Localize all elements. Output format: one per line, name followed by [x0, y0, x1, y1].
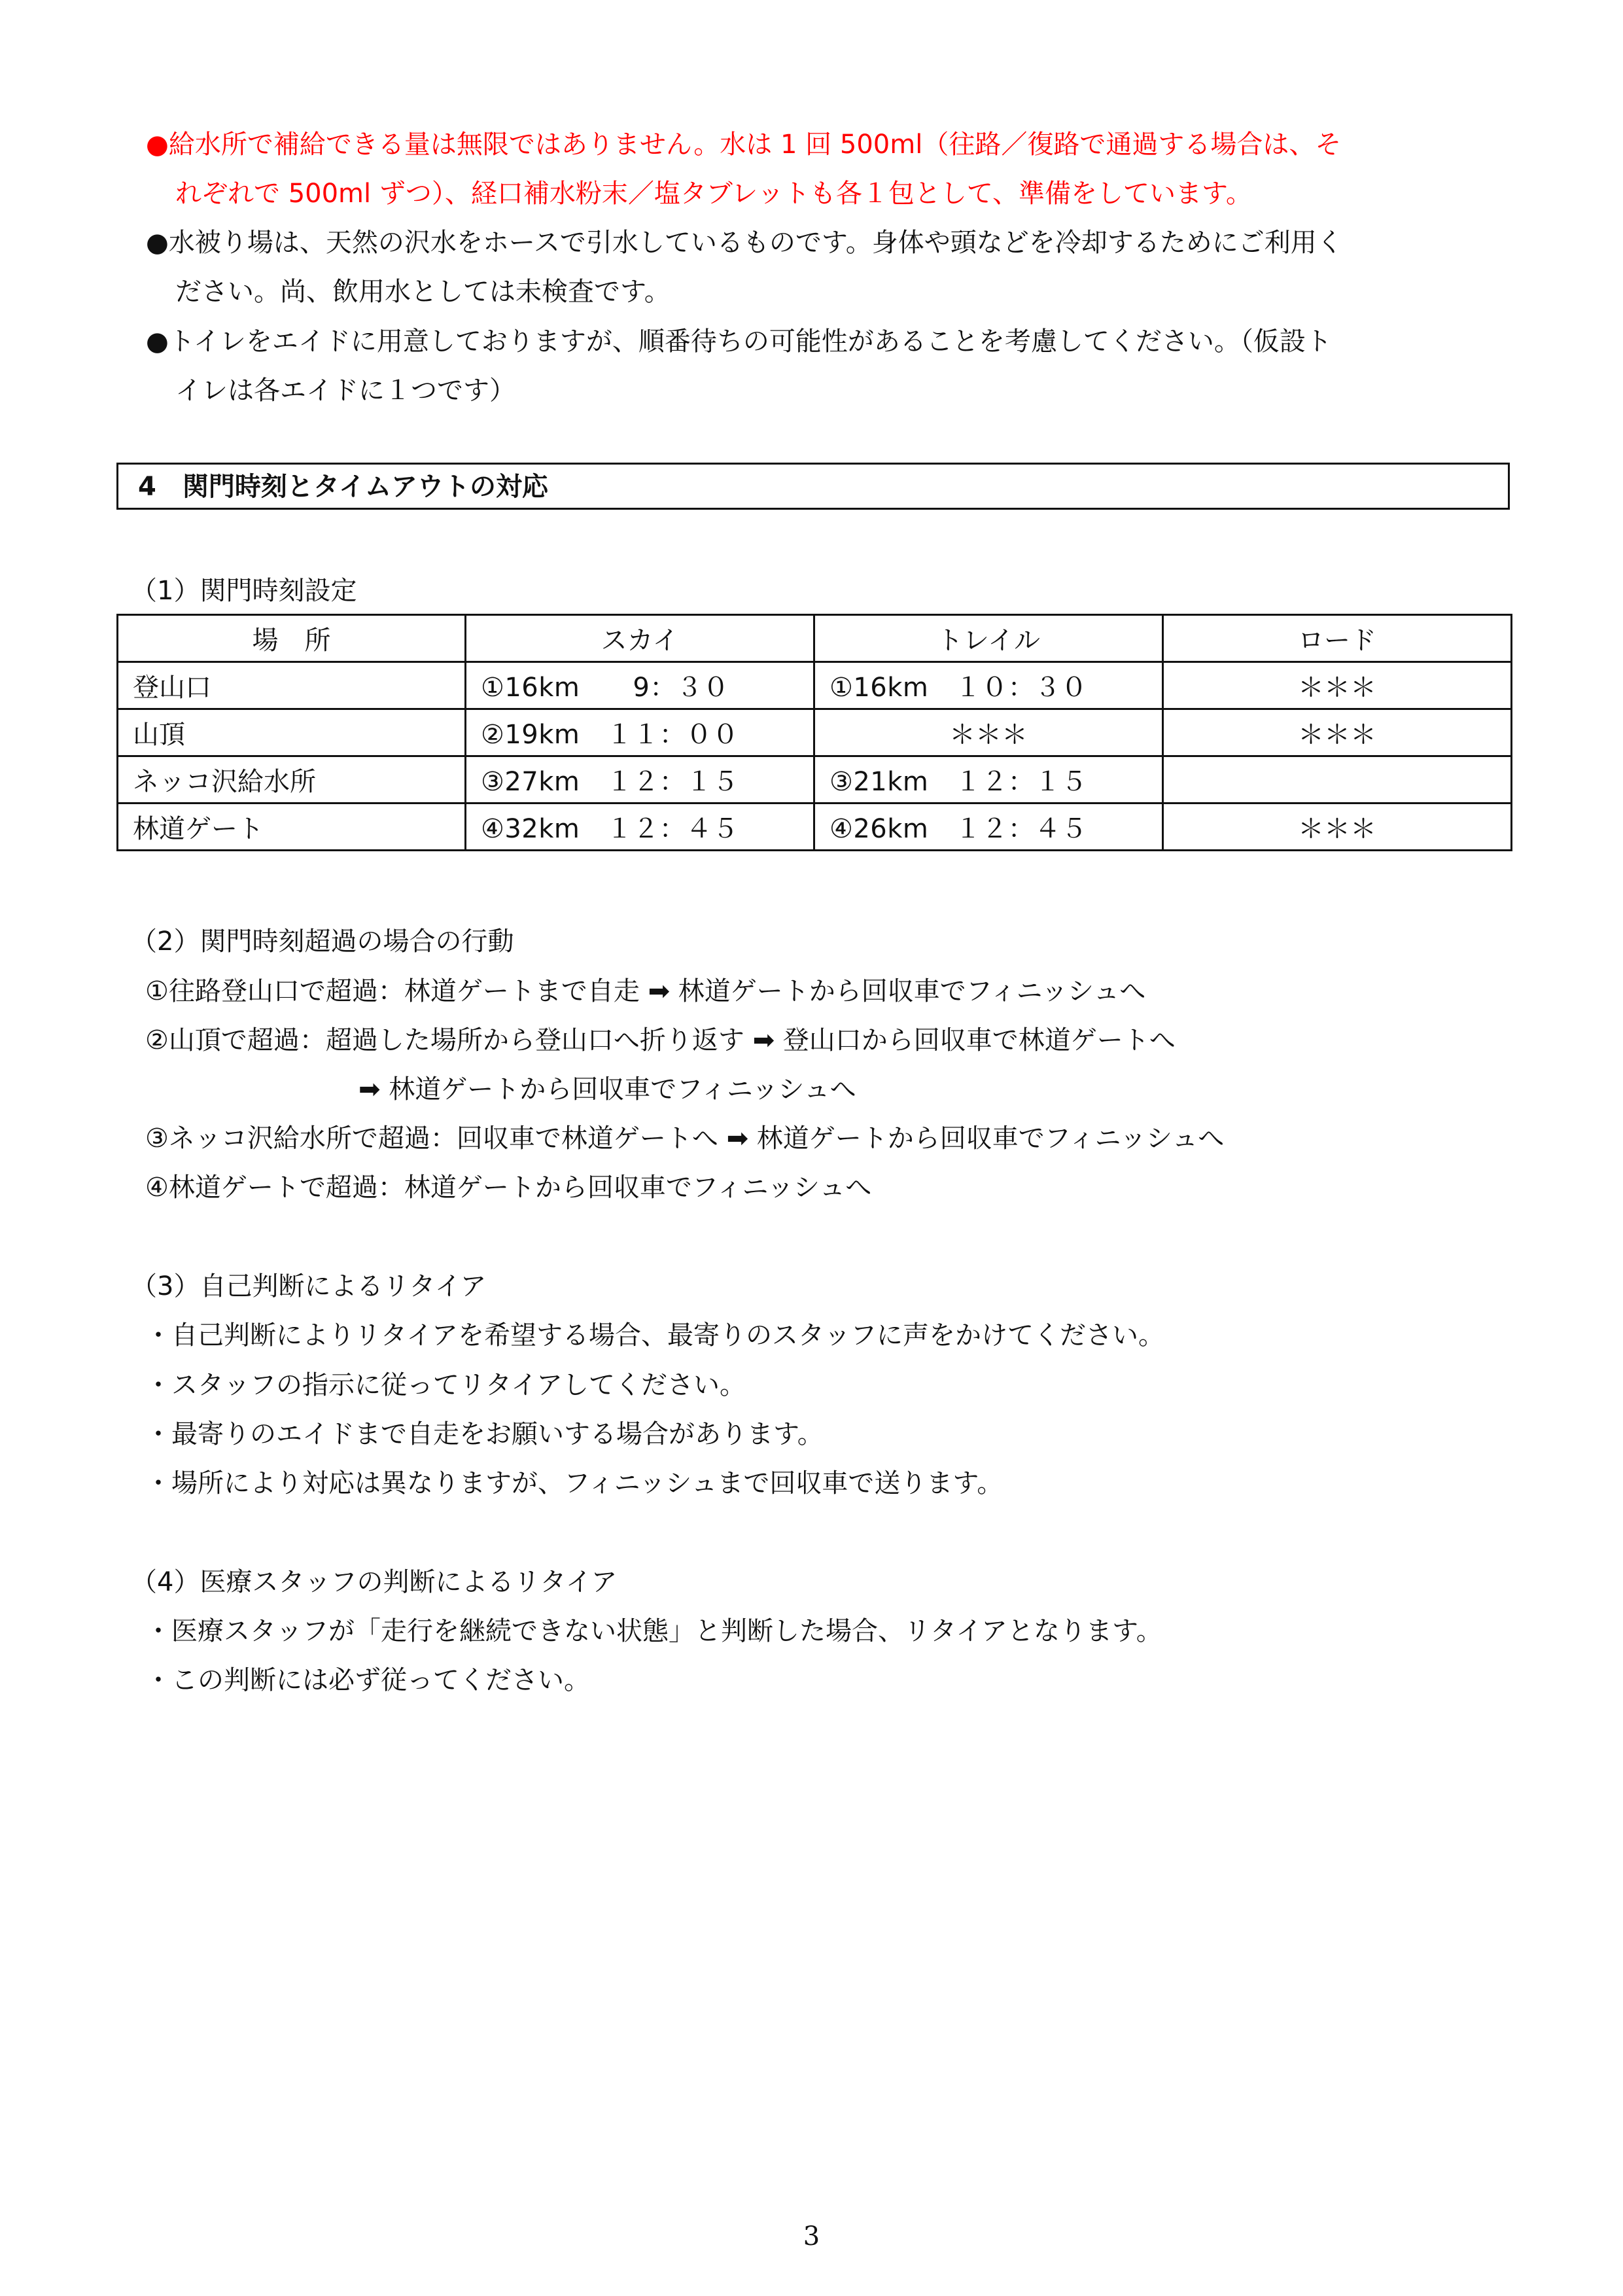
header-road: ロード — [1163, 615, 1512, 662]
action-item-4: ④林道ゲートで超過：林道ゲートから回収車でフィニッシュへ — [145, 1173, 872, 1203]
cell-sky: ③27km １２：１５ — [466, 756, 814, 804]
header-location: 場 所 — [118, 615, 466, 662]
action-item-3: ③ネッコ沢給水所で超過：回収車で林道ゲートへ ➡ 林道ゲートから回収車でフィニッシュへ — [145, 1123, 1225, 1154]
list-item: ・この判断には必ず従ってください。 — [145, 1665, 590, 1695]
cell-trail: ③21km １２：１５ — [814, 756, 1163, 804]
section-4-title: 4 関門時刻とタイムアウトの対応 — [138, 472, 549, 502]
page-number: 3 — [803, 2221, 820, 2252]
note-water-shower-line1: ●水被り場は、天然の沢水をホースで引水しているものです。身体や頭などを冷却するためにご利用く — [146, 228, 1343, 258]
cell-road: ＊＊＊ — [1163, 709, 1512, 756]
note-toilet-line1: ●トイレをエイドに用意しておりますが、順番待ちの可能性があることを考慮してください。（仮設ト — [146, 327, 1332, 357]
cell-trail: ＊＊＊ — [814, 709, 1163, 756]
header-sky: スカイ — [466, 615, 814, 662]
table-row — [118, 756, 1512, 804]
subsection-2-title: （2）関門時刻超過の場合の行動 — [131, 927, 514, 957]
list-item: ・場所により対応は異なりますが、フィニッシュまで回収車で送ります。 — [145, 1468, 1003, 1498]
cell-road: ＊＊＊ — [1163, 662, 1512, 709]
list-item: ・最寄りのエイドまで自走をお願いする場合があります。 — [145, 1419, 824, 1449]
section-4-heading — [116, 463, 1510, 510]
list-item: ・スタッフの指示に従ってリタイアしてください。 — [145, 1370, 746, 1400]
list-item: ・医療スタッフが「走行を継続できない状態」と判断した場合、リタイアとなります。 — [145, 1616, 1162, 1646]
cell-location: ネッコ沢給水所 — [118, 756, 466, 804]
note-water-supply-line1: ●給水所で補給できる量は無限ではありません。水は 1 回 500ml（往路／復路で通過する場合は、そ — [146, 130, 1342, 160]
subsection-3-title: （3）自己判断によるリタイア — [131, 1271, 487, 1301]
cell-location: 登山口 — [118, 662, 466, 709]
list-item: ・自己判断によりリタイアを希望する場合、最寄りのスタッフに声をかけてください。 — [145, 1320, 1164, 1351]
cell-sky: ①16km 9：３０ — [466, 662, 814, 709]
table-row — [118, 662, 1512, 709]
table-row — [118, 804, 1512, 851]
cell-road — [1163, 756, 1512, 804]
cell-location: 林道ゲート — [118, 804, 466, 851]
cell-trail: ①16km １０：３０ — [814, 662, 1163, 709]
note-water-shower-line2: ださい。尚、飲用水としては未検査です。 — [175, 277, 671, 307]
table-row — [118, 709, 1512, 756]
cutoff-time-table — [116, 614, 1512, 851]
note-water-supply-line2: れぞれで 500ml ずつ）、経口補水粉末／塩タブレットも各１包として、準備をしています。 — [175, 179, 1252, 209]
cell-sky: ②19km １１：００ — [466, 709, 814, 756]
cell-road: ＊＊＊ — [1163, 804, 1512, 851]
cell-sky: ④32km １２：４５ — [466, 804, 814, 851]
subsection-1-title: （1）関門時刻設定 — [131, 576, 357, 606]
note-toilet-line2: イレは各エイドに１つです） — [175, 376, 515, 406]
action-item-2: ②山頂で超過：超過した場所から登山口へ折り返す ➡ 登山口から回収車で林道ゲートへ — [145, 1025, 1176, 1055]
cell-location: 山頂 — [118, 709, 466, 756]
subsection-4-title: （4）医療スタッフの判断によるリタイア — [131, 1567, 618, 1597]
cell-trail: ④26km １２：４５ — [814, 804, 1163, 851]
action-item-2-continued: ➡ 林道ゲートから回収車でフィニッシュへ — [358, 1074, 856, 1104]
header-trail: トレイル — [814, 615, 1163, 662]
table-header-row — [118, 615, 1512, 662]
action-item-1: ①往路登山口で超過：林道ゲートまで自走 ➡ 林道ゲートから回収車でフィニッシュへ — [145, 976, 1146, 1006]
